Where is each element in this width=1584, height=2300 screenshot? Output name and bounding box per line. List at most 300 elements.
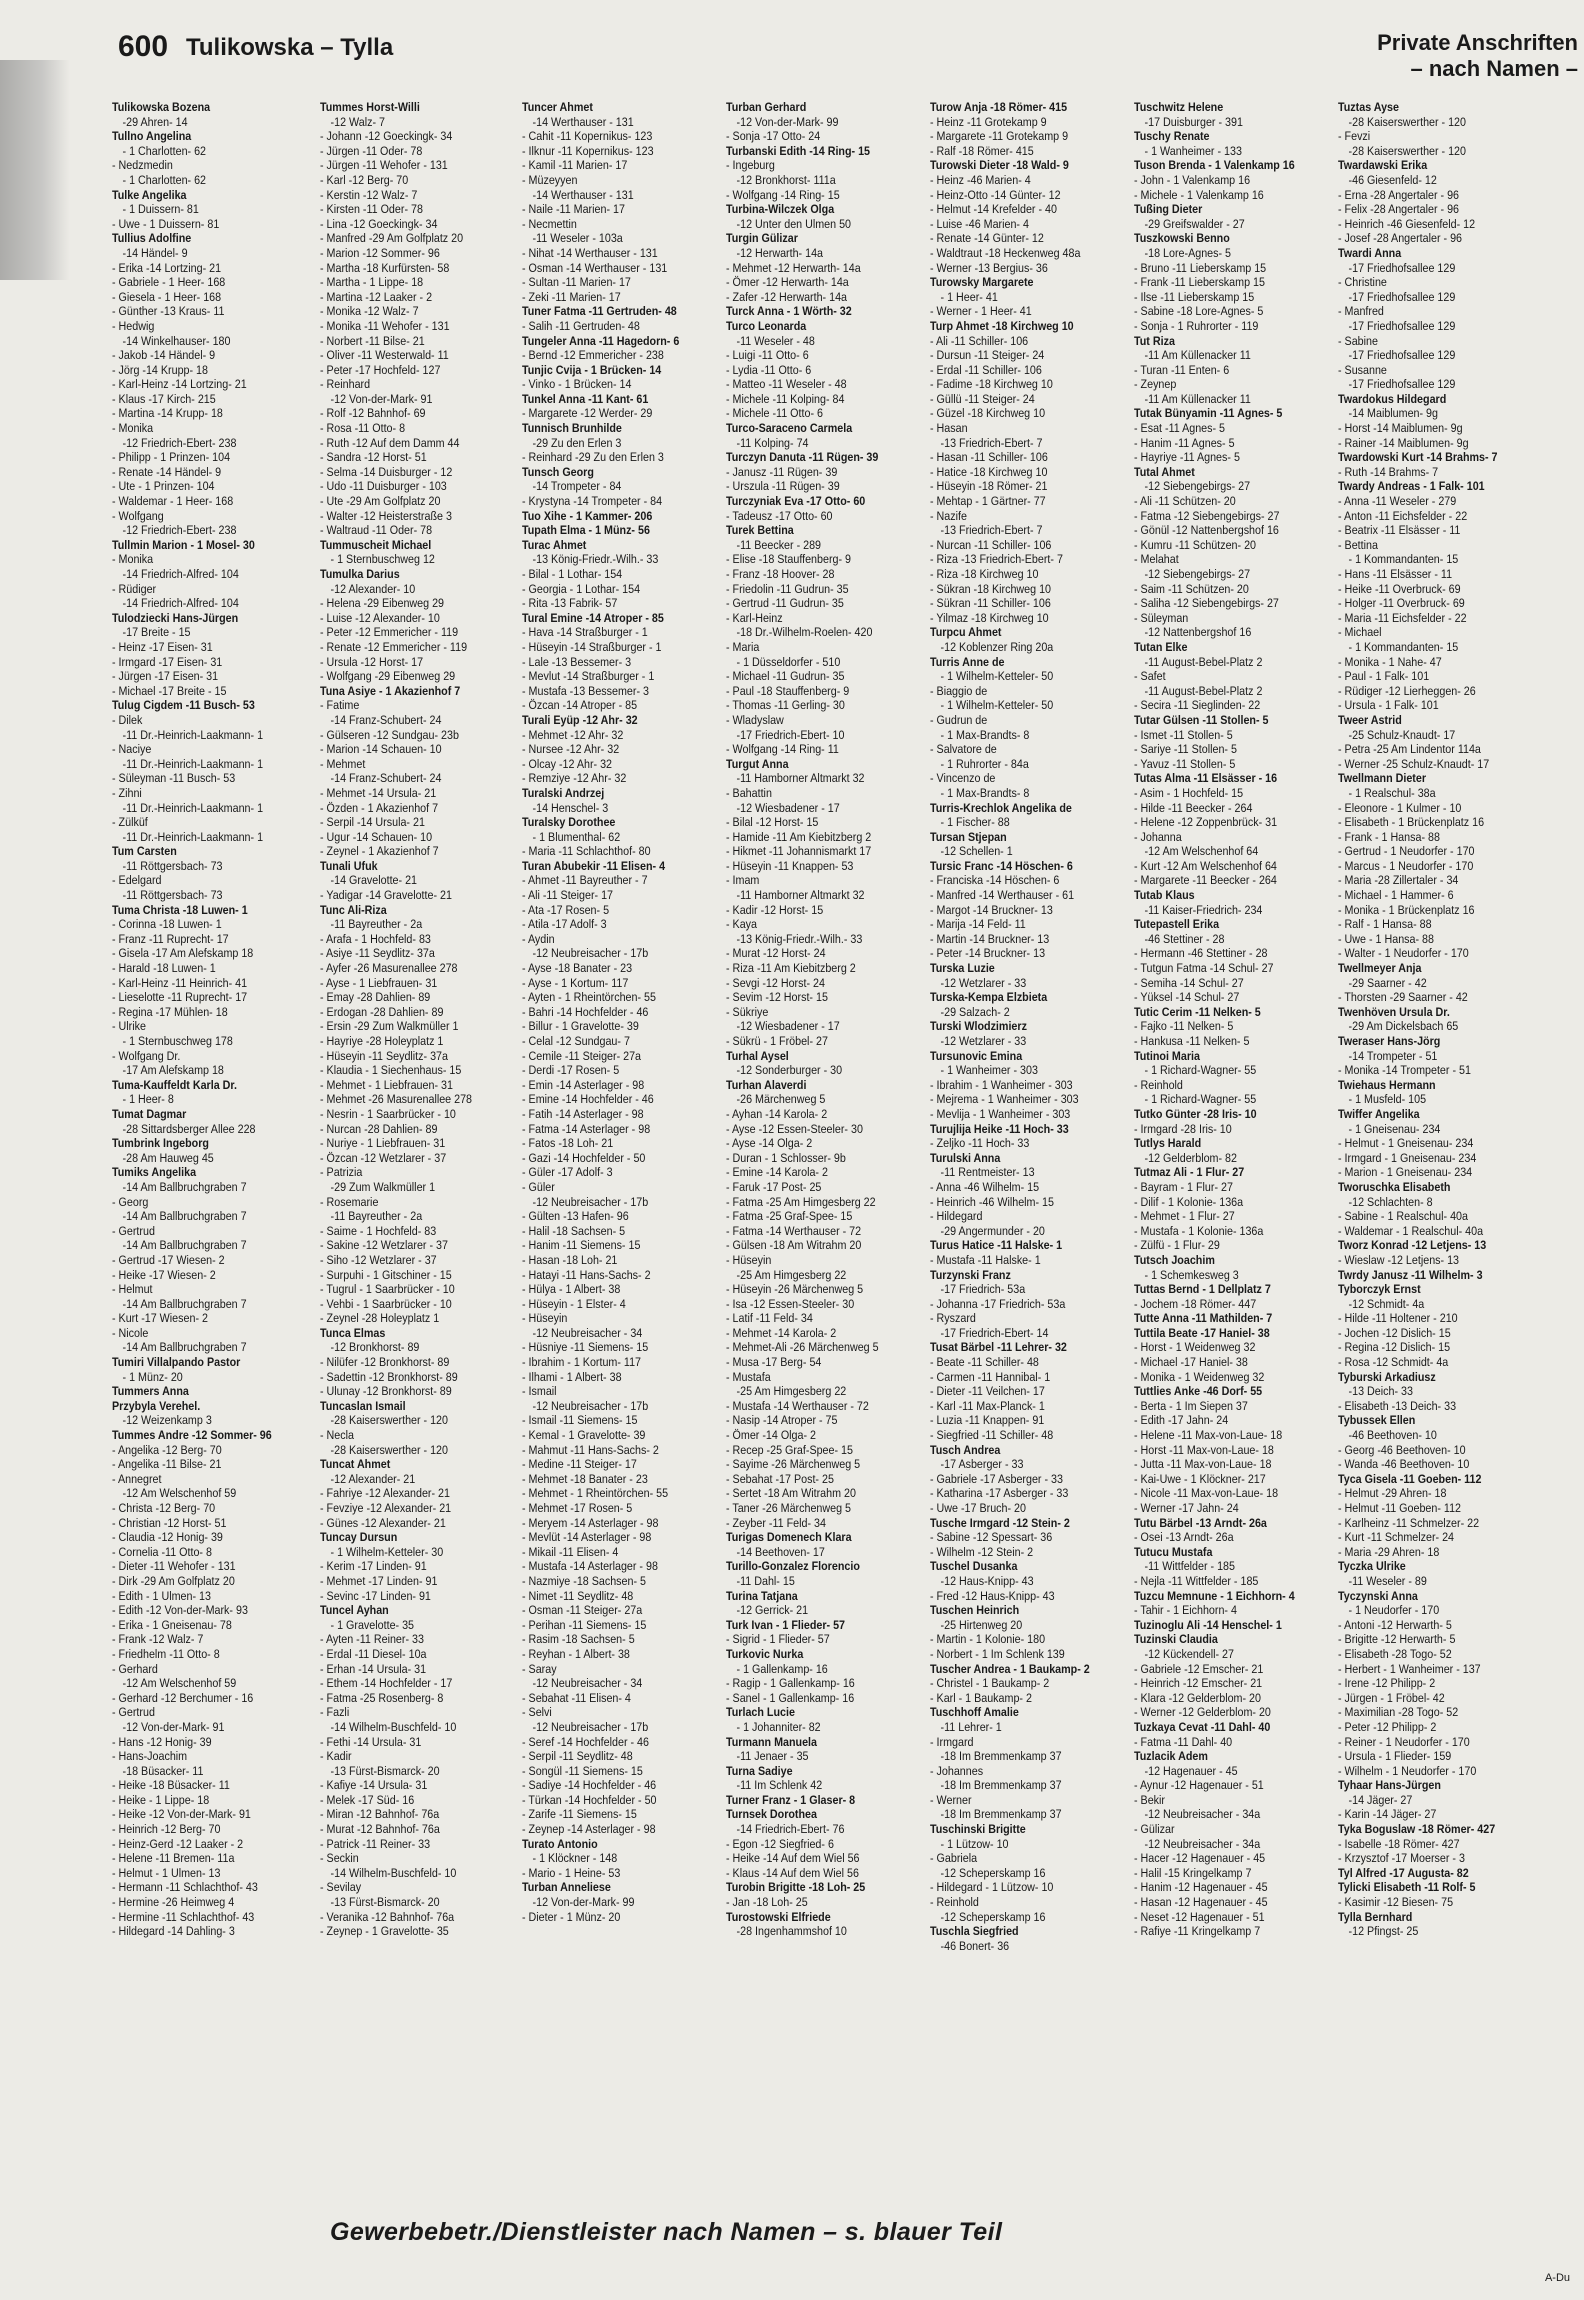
directory-entry: - Mustafa -11 Halske- 1 xyxy=(930,1252,1041,1267)
directory-entry: - Helena -29 Eibenweg 29 xyxy=(320,596,445,611)
directory-entry: - Martina -14 Krupp- 18 xyxy=(112,406,223,421)
directory-entry: - Wolfgang -29 Eibenweg 29 xyxy=(320,669,456,684)
directory-entry: - 1 Wanheimer - 133 xyxy=(1144,143,1242,158)
directory-entry: - Hamide -11 Am Kiebitzberg 2 xyxy=(726,829,872,844)
directory-entry: - Helmut - 1 Ulmen- 13 xyxy=(112,1865,221,1880)
directory-entry: -11 August-Bebel-Platz 2 xyxy=(1144,683,1263,698)
directory-entry: - Nazmiye -18 Sachsen- 5 xyxy=(522,1573,646,1588)
directory-entry: - Hasan xyxy=(930,421,968,436)
directory-entry: - Nejla -11 Wittfelder - 185 xyxy=(1134,1573,1259,1588)
directory-entry: - Saime - 1 Hochfeld- 83 xyxy=(320,1223,437,1238)
directory-entry: - Bilal -12 Horst- 15 xyxy=(726,815,819,830)
directory-entry: - Bilal - 1 Lothar- 154 xyxy=(522,567,623,581)
directory-entry: - Hildegard xyxy=(930,1209,983,1224)
directory-entry: - Susanne xyxy=(1338,362,1387,377)
directory-column-4 xyxy=(726,100,928,2210)
directory-entry: - Heike -18 Büsacker- 11 xyxy=(112,1778,230,1793)
directory-entry: - Michael xyxy=(1338,625,1382,640)
directory-entry: Tuma Christa -18 Luwen- 1 xyxy=(112,902,248,917)
directory-entry: -18 Im Bremmenkamp 37 xyxy=(940,1749,1062,1764)
directory-entry: Tunsch Georg xyxy=(522,464,594,479)
directory-entry: Tum Carsten xyxy=(112,844,177,859)
directory-entry: - Helene -11 Bremen- 11a xyxy=(112,1851,235,1866)
directory-entry: - Serpil -11 Seydlitz- 48 xyxy=(522,1749,633,1764)
directory-entry: Turalski Andrzej xyxy=(522,785,605,800)
directory-entry: - Ruth -14 Brahms- 7 xyxy=(1338,464,1439,479)
directory-entry: Tutan Elke xyxy=(1134,639,1188,654)
directory-entry: - Esat -11 Agnes- 5 xyxy=(1134,421,1226,436)
directory-entry: Tutal Ahmet xyxy=(1134,464,1195,479)
directory-entry: -17 Friedhofsallee 129 xyxy=(1348,377,1456,392)
directory-entry: - Gönül -12 Nattenbergshof 16 xyxy=(1134,523,1279,538)
directory-entry: -11 Röttgersbach- 73 xyxy=(122,858,223,873)
directory-entry: -11 Dr.-Heinrich-Laakmann- 1 xyxy=(122,727,264,742)
directory-entry: - Heike -14 Auf dem Wiel 56 xyxy=(726,1851,860,1866)
directory-entry: - Urszula -11 Rügen- 39 xyxy=(726,479,840,494)
directory-entry: - Bahri -14 Hochfelder - 46 xyxy=(522,1004,649,1019)
directory-entry: - Margarete -11 Grotekamp 9 xyxy=(930,129,1069,144)
directory-entry: -12 Siebengebirgs- 27 xyxy=(1144,567,1251,581)
directory-entry: - Irmgard - 1 Gneisenau- 234 xyxy=(1338,1150,1477,1165)
directory-entry: - Fahriye -12 Alexander- 21 xyxy=(320,1486,450,1501)
directory-entry: - Uwe - 1 Hansa- 88 xyxy=(1338,931,1434,946)
directory-entry: - Edith -12 Von-der-Mark- 93 xyxy=(112,1603,248,1618)
directory-entry: Tuncer Ahmet xyxy=(522,100,593,114)
directory-entry: - Gülseren -12 Sundgau- 23b xyxy=(320,727,459,742)
directory-entry: - Songül -11 Siemens- 15 xyxy=(522,1763,643,1778)
directory-entry: -12 Neubreisacher - 17b xyxy=(532,946,649,961)
directory-entry: - Fatma -14 Asterlager - 98 xyxy=(522,1121,651,1136)
directory-entry: - Elise -18 Stauffenberg- 9 xyxy=(726,552,852,567)
directory-entry: Tungeler Anna -11 Hagedorn- 6 xyxy=(522,333,680,348)
directory-entry: - Murat -12 Bahnhof- 76a xyxy=(320,1822,440,1837)
directory-entry: - Karlheinz -11 Schmelzer- 22 xyxy=(1338,1515,1480,1530)
directory-entry: Tutsch Joachim xyxy=(1134,1252,1215,1267)
directory-entry: - Hans -11 Elsässer - 11 xyxy=(1338,567,1453,581)
directory-entry: -17 Friedrich-Ebert- 14 xyxy=(940,1325,1049,1340)
directory-entry: Twellmann Dieter xyxy=(1338,771,1427,786)
directory-entry: - Derdi -17 Rosen- 5 xyxy=(522,1063,620,1078)
directory-entry: -28 Kaiserswerther - 120 xyxy=(1348,143,1466,158)
directory-entry: Turnsek Dorothea xyxy=(726,1807,817,1822)
directory-entry: Tutucu Mustafa xyxy=(1134,1544,1213,1559)
directory-entry: - Nicole -11 Max-von-Laue- 18 xyxy=(1134,1486,1279,1501)
directory-entry: - Süleyman xyxy=(1134,610,1189,625)
directory-entry: Tursan Stjepan xyxy=(930,829,1007,844)
directory-entry: - Karl-Heinz -14 Lortzing- 21 xyxy=(112,377,247,392)
directory-entry: - Elisabeth -28 Togo- 52 xyxy=(1338,1646,1452,1661)
directory-entry: - Ursula - 1 Flieder- 159 xyxy=(1338,1749,1452,1764)
directory-entry: -46 Giesenfeld- 12 xyxy=(1348,172,1437,187)
directory-entry: - Olcay -12 Ahr- 32 xyxy=(522,756,613,771)
directory-entry: - Werner - 1 Heer- 41 xyxy=(930,304,1032,319)
directory-entry: - Elisabeth -13 Deich- 33 xyxy=(1338,1398,1457,1413)
directory-entry: - Sakine -12 Wetzlarer - 37 xyxy=(320,1238,448,1253)
directory-entry: - Rosa -11 Otto- 8 xyxy=(320,421,406,436)
directory-entry: - Hüsniye -11 Siemens- 15 xyxy=(522,1340,649,1355)
directory-entry: -12 Wetzlarer - 33 xyxy=(940,975,1027,990)
directory-entry: Tummers Anna xyxy=(112,1384,189,1399)
directory-entry: -11 Dahl- 15 xyxy=(736,1573,795,1588)
directory-entry: - Lydia -11 Otto- 6 xyxy=(726,362,812,377)
directory-entry: - Nimet -11 Seydlitz- 48 xyxy=(522,1588,634,1603)
directory-entry: - Hava -14 Straßburger - 1 xyxy=(522,625,648,640)
directory-entry: Turato Antonio xyxy=(522,1836,598,1851)
directory-entry: Turco Leonarda xyxy=(726,318,807,333)
directory-entry: Twardokus Hildegard xyxy=(1338,391,1447,406)
directory-entry: - Margarete -12 Werder- 29 xyxy=(522,406,653,421)
directory-entry: Tuncaslan Ismail xyxy=(320,1398,406,1413)
page-number: 600 xyxy=(118,30,169,63)
directory-entry: - Sükrü - 1 Fröbel- 27 xyxy=(726,1034,828,1048)
directory-entry: - Kaya xyxy=(726,917,758,932)
directory-entry: -11 Jenaer - 35 xyxy=(736,1749,809,1764)
directory-entry: -17 Friedhofsallee 129 xyxy=(1348,260,1456,275)
directory-entry: - Necla xyxy=(320,1428,354,1443)
directory-entry: - Wolfgang xyxy=(112,508,164,523)
directory-entry: - Hüseyin xyxy=(522,1311,568,1326)
directory-entry: - Thomas -11 Gerling- 30 xyxy=(726,698,845,713)
directory-entry: - Nilüfer -12 Bronkhorst- 89 xyxy=(320,1355,450,1370)
directory-entry: - Hilde -11 Holtener - 210 xyxy=(1338,1311,1458,1326)
directory-entry: Tumbrink Ingeborg xyxy=(112,1136,209,1151)
directory-entry: - Mahmut -11 Hans-Sachs- 2 xyxy=(522,1442,659,1457)
directory-entry: Turk Ivan - 1 Flieder- 57 xyxy=(726,1617,846,1632)
directory-entry: Tuschhoff Amalie xyxy=(930,1705,1019,1720)
directory-entry: - Rosa -12 Schmidt- 4a xyxy=(1338,1355,1449,1370)
directory-entry: -14 Winkelhauser- 180 xyxy=(122,333,231,348)
directory-entry: - Heike -11 Overbruck- 69 xyxy=(1338,581,1461,596)
directory-entry: - Zarife -11 Siemens- 15 xyxy=(522,1807,637,1822)
directory-entry: - Mevlüt -14 Asterlager - 98 xyxy=(522,1530,652,1545)
directory-entry: -14 Wilhelm-Buschfeld- 10 xyxy=(330,1865,457,1880)
directory-entry: -12 Gerrick- 21 xyxy=(736,1603,809,1618)
directory-entry: - Rosemarie xyxy=(320,1194,379,1209)
directory-entry: - Matteo -11 Weseler - 48 xyxy=(726,377,847,392)
directory-entry: - Ismail -11 Siemens- 15 xyxy=(522,1413,638,1428)
directory-entry: -11 Dr.-Heinrich-Laakmann- 1 xyxy=(122,829,264,844)
directory-entry: Turalsky Dorothee xyxy=(522,815,616,830)
directory-entry: - Jürgen -11 Oder- 78 xyxy=(320,143,423,158)
directory-entry: Tutte Anna -11 Mathilden- 7 xyxy=(1134,1311,1273,1326)
directory-entry: - Katharina -17 Asberger - 33 xyxy=(930,1486,1069,1501)
directory-entry: - Ingeburg xyxy=(726,158,775,173)
directory-entry: - Renate -14 Günter- 12 xyxy=(930,231,1044,246)
directory-entry: - Müzeyyen xyxy=(522,172,578,187)
directory-entry: - Werner -25 Schulz-Knaudt- 17 xyxy=(1338,756,1490,771)
directory-entry: Turowski Dieter -18 Wald- 9 xyxy=(930,158,1069,173)
directory-entry: - Lale -13 Bessemer- 3 xyxy=(522,654,632,669)
directory-entry: Tutmaz Ali - 1 Flur- 27 xyxy=(1134,1165,1245,1180)
directory-entry: - Sükriye xyxy=(726,1004,769,1019)
section-title-line2: – nach Namen – xyxy=(1410,56,1578,81)
directory-entry: -12 Koblenzer Ring 20a xyxy=(940,639,1054,654)
directory-entry: -14 Jäger- 27 xyxy=(1348,1792,1413,1807)
directory-entry: Turzynski Franz xyxy=(930,1267,1011,1282)
directory-entry: - Margarete -11 Beecker - 264 xyxy=(1134,873,1277,888)
directory-entry: - Felix -28 Angertaler - 96 xyxy=(1338,202,1460,217)
directory-entry: Tyczynski Anna xyxy=(1338,1588,1418,1603)
directory-entry: - Heinrich -12 Berg- 70 xyxy=(112,1822,221,1837)
directory-entry: - Maria -28 Zillertaler - 34 xyxy=(1338,873,1459,888)
directory-entry: - Sanel - 1 Gallenkamp- 16 xyxy=(726,1690,855,1705)
directory-entry: - Harald -18 Luwen- 1 xyxy=(112,961,216,976)
directory-entry: - Mustafa -14 Asterlager - 98 xyxy=(522,1559,658,1574)
directory-entry: - Ilhami - 1 Albert- 38 xyxy=(522,1369,622,1384)
directory-entry: Tunkel Anna -11 Kant- 61 xyxy=(522,391,649,406)
directory-entry: - Jürgen -11 Wehofer - 131 xyxy=(320,158,448,173)
directory-entry: - Ruth -12 Auf dem Damm 44 xyxy=(320,435,460,450)
directory-entry: - Walter - 1 Neudorfer - 170 xyxy=(1338,946,1469,961)
directory-entry: - Janusz -11 Rügen- 39 xyxy=(726,464,838,479)
directory-entry: Tuncat Ahmet xyxy=(320,1457,391,1472)
directory-entry: -17 Asberger - 33 xyxy=(940,1457,1024,1472)
directory-entry: - Tutgun Fatma -14 Schul- 27 xyxy=(1134,961,1274,976)
directory-entry: - Michele -11 Kolping- 84 xyxy=(726,391,845,406)
directory-columns xyxy=(112,100,1584,2210)
directory-entry: Turgin Gülizar xyxy=(726,231,798,246)
directory-entry: - Werner -13 Bergius- 36 xyxy=(930,260,1048,275)
directory-entry: - Wanda -46 Beethoven- 10 xyxy=(1338,1457,1470,1472)
directory-entry: - Selma -14 Duisburger - 12 xyxy=(320,464,453,479)
directory-entry: Tußing Dieter xyxy=(1134,202,1203,217)
directory-entry: - Dieter - 1 Münz- 20 xyxy=(522,1909,621,1924)
directory-entry: -14 Am Ballbruchgraben 7 xyxy=(122,1340,247,1355)
directory-entry: - Jutta -11 Max-von-Laue- 18 xyxy=(1134,1457,1272,1472)
directory-entry: - Rüdiger xyxy=(112,581,157,596)
directory-entry: - Marion - 1 Gneisenau- 234 xyxy=(1338,1165,1473,1180)
directory-column-6 xyxy=(1134,100,1336,2210)
directory-entry: - Melahat xyxy=(1134,552,1179,567)
directory-entry: - Sabine -18 Lore-Agnes- 5 xyxy=(1134,304,1264,319)
directory-entry: - Hanim -11 Siemens- 15 xyxy=(522,1238,641,1253)
directory-entry: - Ali -11 Schützen- 20 xyxy=(1134,494,1236,509)
directory-entry: -17 Friedrich- 53a xyxy=(940,1282,1026,1297)
directory-entry: - Recep -25 Graf-Spee- 15 xyxy=(726,1442,853,1457)
directory-entry: Twiffer Angelika xyxy=(1338,1106,1420,1121)
directory-entry: - Hans -12 Honig- 39 xyxy=(112,1734,212,1749)
directory-entry: - Jakob -14 Händel- 9 xyxy=(112,348,216,363)
directory-entry: - Gabriele -17 Asberger - 33 xyxy=(930,1471,1063,1486)
directory-entry: - Seckin xyxy=(320,1851,359,1866)
directory-entry: - Surpuhi - 1 Gitschiner - 15 xyxy=(320,1267,452,1282)
directory-entry: - Franz -11 Ruprecht- 17 xyxy=(112,931,229,946)
directory-entry: -11 Kolping- 74 xyxy=(736,435,809,450)
directory-entry: - Georgia - 1 Lothar- 154 xyxy=(522,581,641,596)
directory-entry: -14 Maiblumen- 9g xyxy=(1348,406,1438,421)
directory-entry: -29 Zum Walkmüller 1 xyxy=(330,1179,436,1194)
directory-entry: - Oliver -11 Westerwald- 11 xyxy=(320,348,449,363)
directory-entry: - Veranika -12 Bahnhof- 76a xyxy=(320,1909,455,1924)
directory-entry: - Hermann -46 Stettiner - 28 xyxy=(1134,946,1268,961)
directory-entry: -14 Friedrich-Ebert- 76 xyxy=(736,1822,845,1837)
directory-entry: - Zeyber -11 Feld- 34 xyxy=(726,1515,826,1530)
directory-entry: - Güzel -18 Kirchweg 10 xyxy=(930,406,1046,421)
directory-entry: - Manfred -29 Am Golfplatz 20 xyxy=(320,231,464,246)
section-title-line1: Private Anschriften xyxy=(1377,30,1578,55)
directory-entry: -12 Neubreisacher - 34 xyxy=(532,1325,643,1340)
directory-entry: - Hatayi -11 Hans-Sachs- 2 xyxy=(522,1267,651,1282)
directory-entry: Tutko Günter -28 Iris- 10 xyxy=(1134,1106,1257,1121)
directory-entry: - Hildegard -14 Dahling- 3 xyxy=(112,1924,235,1939)
directory-entry: -12 Kückendell- 27 xyxy=(1144,1646,1234,1661)
directory-entry: Tuzinski Claudia xyxy=(1134,1632,1218,1647)
directory-entry: Turban Gerhard xyxy=(726,100,807,114)
directory-entry: - Medine -11 Steiger- 17 xyxy=(522,1457,637,1472)
directory-entry: - Kumru -11 Schützen- 20 xyxy=(1134,537,1257,552)
directory-entry: - Reinhold xyxy=(1134,1077,1183,1092)
directory-entry: Tutu Bärbel -13 Arndt- 26a xyxy=(1134,1515,1267,1530)
directory-entry: - Heinz -11 Grotekamp 9 xyxy=(930,114,1047,129)
directory-entry: -12 Bronkhorst- 89 xyxy=(330,1340,420,1355)
directory-entry: - Halil -15 Kringelkamp 7 xyxy=(1134,1865,1252,1880)
directory-entry: - Perihan -11 Siemens- 15 xyxy=(522,1617,647,1632)
directory-entry: Turow Anja -18 Römer- 415 xyxy=(930,100,1068,114)
directory-entry: - Nursee -12 Ahr- 32 xyxy=(522,742,620,757)
directory-entry: - Hankusa -11 Nelken- 5 xyxy=(1134,1034,1250,1048)
directory-entry: - Thorsten -29 Saarner - 42 xyxy=(1338,990,1468,1005)
directory-entry: - Rolf -12 Bahnhof- 69 xyxy=(320,406,426,421)
directory-entry: Tuzcu Memnune - 1 Eichhorn- 4 xyxy=(1134,1588,1295,1603)
directory-entry: Twardawski Erika xyxy=(1338,158,1428,173)
directory-entry: - Heike -12 Von-der-Mark- 91 xyxy=(112,1807,251,1822)
directory-entry: - Sayime -26 Märchenweg 5 xyxy=(726,1457,861,1472)
directory-entry: - Karl -12 Berg- 70 xyxy=(320,172,409,187)
margin-tab xyxy=(0,60,70,280)
directory-entry: - Karl-Heinz -11 Heinrich- 41 xyxy=(112,975,248,990)
directory-entry: -12 Alexander- 10 xyxy=(330,581,416,596)
directory-entry: - Isa -12 Essen-Steeler- 30 xyxy=(726,1296,855,1311)
directory-entry: - Bayram - 1 Flur- 27 xyxy=(1134,1179,1233,1194)
directory-entry: Tyka Boguslaw -18 Römer- 427 xyxy=(1338,1822,1496,1837)
directory-entry: - Ethem -14 Hochfelder - 17 xyxy=(320,1676,453,1691)
directory-entry: Turillo-Gonzalez Florencio xyxy=(726,1559,860,1574)
directory-entry: Tullius Adolfine xyxy=(112,231,192,246)
directory-entry: -12 Von-der-Mark- 91 xyxy=(122,1719,225,1734)
directory-entry: - Fatih -14 Asterlager - 98 xyxy=(522,1106,644,1121)
directory-entry: Tuschy Renate xyxy=(1134,129,1210,144)
directory-entry: - 1 Richard-Wagner- 55 xyxy=(1144,1092,1257,1107)
directory-entry: - Klaudia - 1 Siechenhaus- 15 xyxy=(320,1063,462,1078)
directory-entry: -14 Händel- 9 xyxy=(122,245,188,260)
directory-entry: - Monika - 1 Nahe- 47 xyxy=(1338,654,1442,669)
directory-entry: -29 Zu den Erlen 3 xyxy=(532,435,622,450)
directory-entry: Tuttas Bernd - 1 Dellplatz 7 xyxy=(1134,1282,1271,1297)
directory-entry: -12 Wiesbadener - 17 xyxy=(736,800,840,815)
directory-entry: Tursunovic Emina xyxy=(930,1048,1023,1063)
directory-entry: - Ömer -14 Olga- 2 xyxy=(726,1428,817,1443)
directory-entry: - Kadir xyxy=(320,1749,352,1764)
directory-entry: - 1 Gravelotte- 35 xyxy=(330,1617,415,1632)
directory-entry: - Werner xyxy=(930,1792,972,1807)
directory-entry: - Fred -12 Haus-Knipp- 43 xyxy=(930,1588,1055,1603)
directory-entry: - Karl -11 Max-Planck- 1 xyxy=(930,1398,1045,1413)
directory-entry: - Gabriela xyxy=(930,1851,978,1866)
directory-entry: - Güler -17 Adolf- 3 xyxy=(522,1165,613,1180)
directory-entry: - Luzia -11 Knappen- 91 xyxy=(930,1413,1045,1428)
directory-entry: - Werner -12 Gelderblom- 20 xyxy=(1134,1705,1271,1720)
directory-entry: Tummuscheit Michael xyxy=(320,537,432,552)
directory-entry: - Fatma -14 Werthauser - 72 xyxy=(726,1223,862,1238)
directory-entry: - 1 Fischer- 88 xyxy=(940,815,1010,830)
directory-entry: - Kafiye -14 Ursula- 31 xyxy=(320,1778,428,1793)
directory-entry: - Renate -14 Händel- 9 xyxy=(112,464,222,479)
directory-entry: - Ursula - 1 Falk- 101 xyxy=(1338,698,1439,713)
directory-entry: - Atila -17 Adolf- 3 xyxy=(522,917,607,932)
directory-entry: - Sigrid - 1 Flieder- 57 xyxy=(726,1632,830,1647)
directory-entry: - Emay -28 Dahlien- 89 xyxy=(320,990,431,1005)
directory-entry: - Monika - 1 Brückenplatz 16 xyxy=(1338,902,1475,917)
directory-entry: - Zeki -11 Marien- 17 xyxy=(522,289,621,304)
directory-entry: - Fadime -18 Kirchweg 10 xyxy=(930,377,1053,392)
directory-entry: - Monika -14 Trompeter - 51 xyxy=(1338,1063,1471,1078)
directory-entry: -11 Beecker - 289 xyxy=(736,537,822,552)
directory-entry: - Mustafa -14 Werthauser - 72 xyxy=(726,1398,869,1413)
directory-entry: - Ömer -12 Herwarth- 14a xyxy=(726,275,849,290)
directory-entry: -12 Pfingst- 25 xyxy=(1348,1924,1419,1939)
directory-entry: - Mehmet -12 Herwarth- 14a xyxy=(726,260,861,275)
directory-entry: Tyl Alfred -17 Augusta- 82 xyxy=(1338,1865,1469,1880)
directory-entry: - Kamil -11 Marien- 17 xyxy=(522,158,628,173)
directory-entry: - Klaus -17 Kirch- 215 xyxy=(112,391,216,406)
directory-entry: -17 Duisburger - 391 xyxy=(1144,114,1243,129)
directory-entry: - Hasan -18 Loh- 21 xyxy=(522,1252,618,1267)
directory-entry: Turlach Lucie xyxy=(726,1705,795,1720)
directory-entry: - Josef -28 Angertaler - 96 xyxy=(1338,231,1462,246)
directory-entry: - Fajko -11 Nelken- 5 xyxy=(1134,1019,1234,1034)
directory-entry: Tuschla Siegfried xyxy=(930,1924,1019,1939)
directory-entry: - Christa -12 Berg- 70 xyxy=(112,1501,216,1515)
directory-entry: Turbina-Wilczek Olga xyxy=(726,202,835,217)
directory-entry: - Jochem -18 Römer- 447 xyxy=(1134,1296,1257,1311)
directory-entry: - Naile -11 Marien- 17 xyxy=(522,202,625,217)
directory-entry: Tumiks Angelika xyxy=(112,1165,197,1180)
directory-entry: - Emine -14 Hochfelder - 46 xyxy=(522,1092,654,1107)
directory-entry: -12 Neubreisacher - 34a xyxy=(1144,1836,1261,1851)
directory-entry: Turgut Anna xyxy=(726,756,789,771)
directory-entry: - Ibrahim - 1 Kortum- 117 xyxy=(522,1355,642,1370)
directory-entry: - Zülfü - 1 Flur- 29 xyxy=(1134,1238,1220,1253)
directory-entry: - Siegfried -11 Schiller- 48 xyxy=(930,1428,1054,1443)
directory-entry: - Waldemar - 1 Realschul- 40a xyxy=(1338,1223,1484,1238)
directory-entry: Tunali Ufuk xyxy=(320,858,378,873)
directory-entry: Tuschen Heinrich xyxy=(930,1603,1020,1618)
directory-entry: Tut Riza xyxy=(1134,333,1175,348)
directory-entry: Tutak Bünyamin -11 Agnes- 5 xyxy=(1134,406,1283,421)
directory-entry: Turczyn Danuta -11 Rügen- 39 xyxy=(726,450,879,465)
directory-entry: - Emine -14 Karola- 2 xyxy=(726,1165,828,1180)
directory-entry: - Yüksel -14 Schul- 27 xyxy=(1134,990,1240,1005)
directory-entry: - Sadiye -14 Hochfelder - 46 xyxy=(522,1778,657,1793)
directory-entry: -12 Von-der-Mark- 91 xyxy=(330,391,433,406)
directory-entry: - Walter -12 Heisterstraße 3 xyxy=(320,508,452,523)
directory-entry: Tuschwitz Helene xyxy=(1134,100,1224,114)
directory-entry: - Monika -11 Wehofer - 131 xyxy=(320,318,450,333)
directory-entry: - Saliha -12 Siebengebirgs- 27 xyxy=(1134,596,1279,611)
directory-entry: - Ryszard xyxy=(930,1311,976,1326)
directory-entry: - Gertrud xyxy=(112,1223,155,1238)
directory-entry: - Peter -12 Philipp- 2 xyxy=(1338,1719,1437,1734)
directory-entry: - Luise -12 Alexander- 10 xyxy=(320,610,440,625)
directory-entry: - Hüseyin -11 Knappen- 53 xyxy=(726,858,854,873)
directory-entry: - 1 Münz- 20 xyxy=(122,1369,183,1384)
directory-entry: - Osman -11 Steiger- 27a xyxy=(522,1603,643,1618)
directory-entry: - Ralf -18 Römer- 415 xyxy=(930,143,1034,158)
directory-entry: - Safet xyxy=(1134,669,1166,684)
directory-entry: -14 Franz-Schubert- 24 xyxy=(330,771,442,786)
directory-entry: -29 Saarner - 42 xyxy=(1348,975,1427,990)
directory-entry: - Kasimir -12 Biesen- 75 xyxy=(1338,1895,1454,1910)
